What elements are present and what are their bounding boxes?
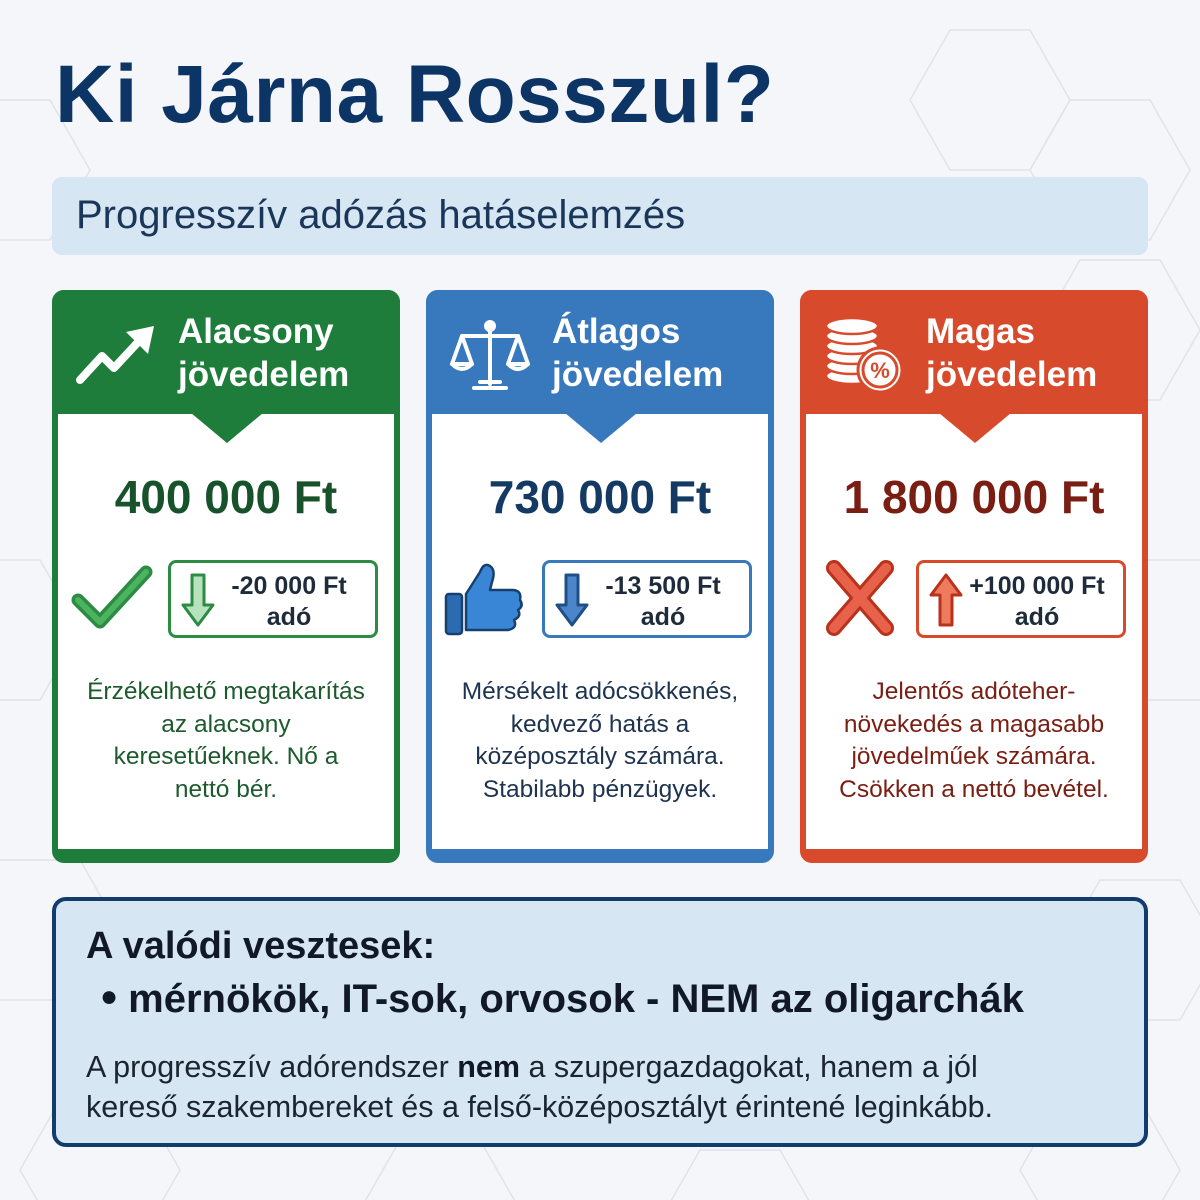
tax-label: adó (640, 603, 686, 631)
description-line: jövedelműek számára. (851, 743, 1097, 770)
tax-label: adó (1014, 603, 1060, 631)
summary-text-part2: a szupergazdagokat, hanem a jól (520, 1050, 978, 1084)
summary-text (86, 1047, 1126, 1127)
description-line: Csökken a nettó bevétel. (839, 775, 1109, 803)
card-pointer (191, 413, 263, 443)
summary-bullet (100, 977, 1024, 1022)
description-line: keresetűeknek. Nő a (113, 743, 339, 770)
card-title-line1: Átlagos (552, 312, 681, 351)
card-description (62, 676, 390, 806)
bullet-text: mérnökök, IT-sok, orvosok - NEM az oligarchák (128, 977, 1024, 1021)
description-line: növekedés a magasabb (843, 710, 1105, 738)
income-amount: 730 000 Ft (488, 471, 712, 523)
tax-label: adó (266, 603, 312, 631)
description-line: középosztály számára. (475, 743, 725, 770)
summary-text-line2: kereső szakembereket és a felső-középosztályt érintené leginkább. (86, 1090, 994, 1124)
average-income-card (426, 290, 774, 863)
thumbs-up-icon (442, 558, 530, 638)
page-subtitle: Progresszív adózás hatáselemzés (76, 193, 686, 237)
tax-change-box (542, 560, 752, 638)
tax-amount: -13 500 Ft (605, 572, 721, 600)
card-header (800, 290, 1148, 414)
summary-heading: A valódi vesztesek: (86, 925, 436, 967)
tax-amount: -20 000 Ft (231, 572, 347, 600)
card-title-line2: jövedelem (926, 355, 1098, 394)
description-line: Érzékelhető megtakarítás (87, 678, 365, 705)
card-description (810, 676, 1138, 806)
trend-up-arrow-icon (74, 314, 158, 398)
card-pointer (565, 413, 637, 443)
balance-scale-icon (448, 314, 532, 398)
page-title: Ki Járna Rosszul? (55, 49, 775, 140)
card-header (52, 290, 400, 414)
svg-text:%: % (870, 358, 890, 383)
card-title-line1: Magas (926, 312, 1035, 351)
card-title (178, 310, 398, 396)
income-amount: 400 000 Ft (114, 471, 338, 523)
summary-text-bold: nem (457, 1050, 520, 1084)
tax-change-box (168, 560, 378, 638)
card-title-line2: jövedelem (552, 355, 724, 394)
card-header (426, 290, 774, 414)
description-line: Stabilabb pénzügyek. (482, 775, 718, 803)
card-pointer (939, 413, 1011, 443)
description-line: Mérsékelt adócsökkenés, (461, 678, 739, 705)
card-title (926, 310, 1146, 396)
coins-percent-icon (822, 314, 906, 398)
card-description (436, 676, 764, 806)
high-income-card (800, 290, 1148, 863)
description-line: nettó bér. (174, 775, 278, 803)
subtitle-banner (52, 177, 1148, 255)
card-title (552, 310, 772, 396)
description-line: Jelentős adóteher- (872, 678, 1076, 705)
card-title-line2: jövedelem (178, 355, 350, 394)
tax-change-box (916, 560, 1126, 638)
bullet-dot: ● (100, 980, 119, 1013)
description-line: kedvező hatás a (510, 710, 690, 738)
cross-icon (816, 558, 904, 638)
summary-box (52, 897, 1148, 1147)
tax-amount: +100 000 Ft (969, 572, 1105, 600)
description-line: az alacsony (161, 710, 291, 738)
summary-text-part1: A progresszív adórendszer (86, 1050, 458, 1084)
low-income-card (52, 290, 400, 863)
income-amount: 1 800 000 Ft (843, 471, 1105, 523)
card-title-line1: Alacsony (178, 312, 334, 351)
checkmark-icon (68, 558, 156, 638)
